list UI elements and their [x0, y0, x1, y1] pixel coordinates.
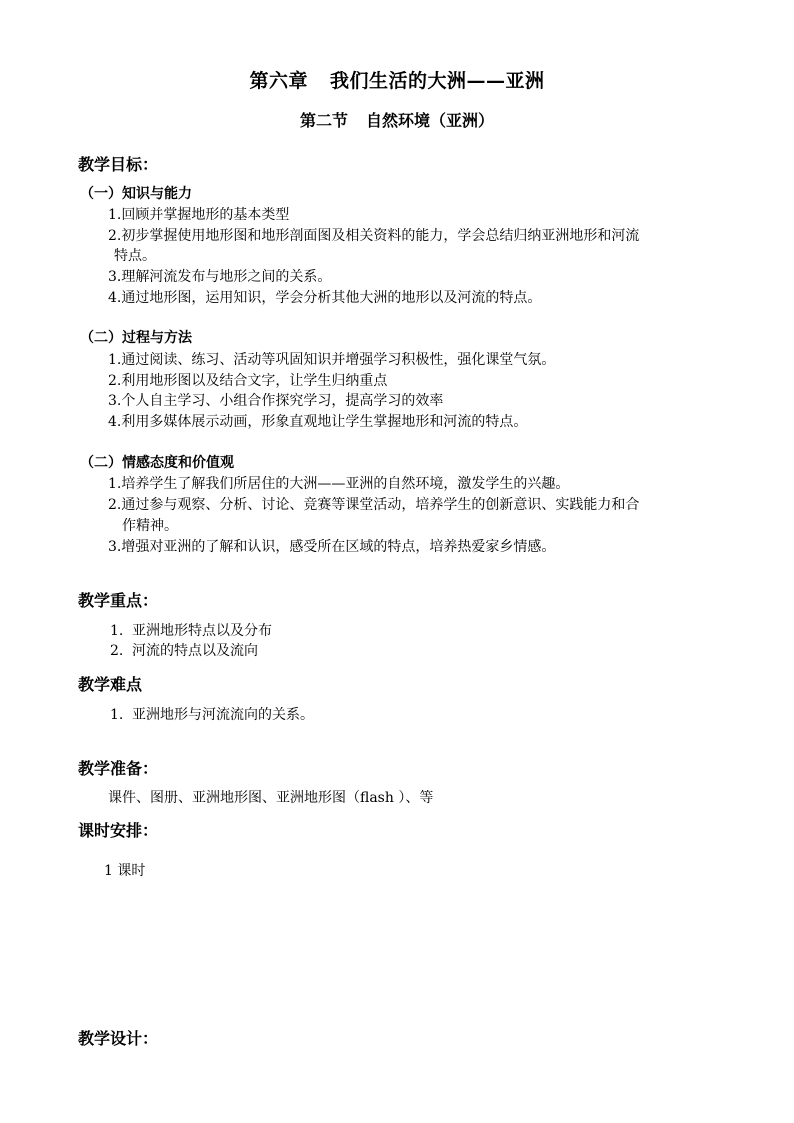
list-text: 河流的特点以及流向 — [132, 643, 258, 659]
objectives-heading: 教学目标： — [78, 155, 159, 174]
chapter-name: 我们生活的大洲——亚洲 — [330, 70, 545, 92]
attitude-item-2-continued: 作精神。 — [122, 518, 178, 534]
knowledge-heading: （一）知识与能力 — [80, 186, 192, 202]
chapter-title — [0, 66, 794, 93]
knowledge-item-1: 1.回顾并掌握地形的基本类型 — [108, 207, 290, 223]
key-point-item-2 — [110, 640, 258, 660]
difficulty-item-1 — [110, 704, 314, 724]
key-point-item-1 — [110, 620, 272, 640]
list-number: 2. — [110, 643, 124, 659]
attitude-item-2: 2.通过参与观察、分析、讨论、竞赛等课堂活动，培养学生的创新意识、实践能力和合 — [108, 497, 640, 513]
process-item-1: 1.通过阅读、练习、活动等巩固知识并增强学习积极性，强化课堂气氛。 — [108, 352, 556, 368]
difficulties-heading: 教学难点 — [78, 675, 143, 694]
section-title — [0, 108, 794, 131]
key-points-heading: 教学重点： — [78, 591, 159, 610]
process-heading: （二）过程与方法 — [80, 330, 192, 346]
preparation-text: 课件、图册、亚洲地形图、亚洲地形图（flash ）、等 — [108, 790, 434, 806]
schedule-heading: 课时安排： — [78, 821, 159, 840]
attitude-item-3: 3.增强对亚洲的了解和认识，感受所在区域的特点，培养热爱家乡情感。 — [108, 539, 556, 555]
chapter-number: 第六章 — [249, 70, 308, 92]
section-name: 自然环境（亚洲） — [366, 111, 495, 130]
attitude-item-1: 1.培养学生了解我们所居住的大洲——亚洲的自然环境，激发学生的兴趣。 — [108, 476, 570, 492]
section-number: 第二节 — [299, 111, 348, 130]
knowledge-item-3: 3.理解河流发布与地形之间的关系。 — [108, 269, 332, 285]
list-number: 1. — [110, 623, 124, 639]
knowledge-item-4: 4.通过地形图，运用知识，学会分析其他大洲的地形以及河流的特点。 — [108, 290, 542, 306]
process-item-2: 2.利用地形图以及结合文字，让学生归纳重点 — [108, 373, 388, 389]
attitude-heading: （二）情感态度和价值观 — [80, 455, 234, 471]
list-text: 亚洲地形特点以及分布 — [132, 623, 272, 639]
knowledge-item-2-continued: 特点。 — [114, 248, 156, 264]
process-item-3: 3.个人自主学习、小组合作探究学习，提高学习的效率 — [108, 393, 444, 409]
list-number: 1. — [110, 707, 124, 723]
preparation-heading: 教学准备： — [78, 759, 159, 778]
process-item-4: 4.利用多媒体展示动画，形象直观地让学生掌握地形和河流的特点。 — [108, 414, 528, 430]
schedule-text: 1 课时 — [104, 863, 146, 879]
list-text: 亚洲地形与河流流向的关系。 — [132, 707, 314, 723]
design-heading: 教学设计： — [78, 1029, 159, 1048]
knowledge-item-2: 2.初步掌握使用地形图和地形剖面图及相关资料的能力，学会总结归纳亚洲地形和河流 — [108, 228, 640, 244]
